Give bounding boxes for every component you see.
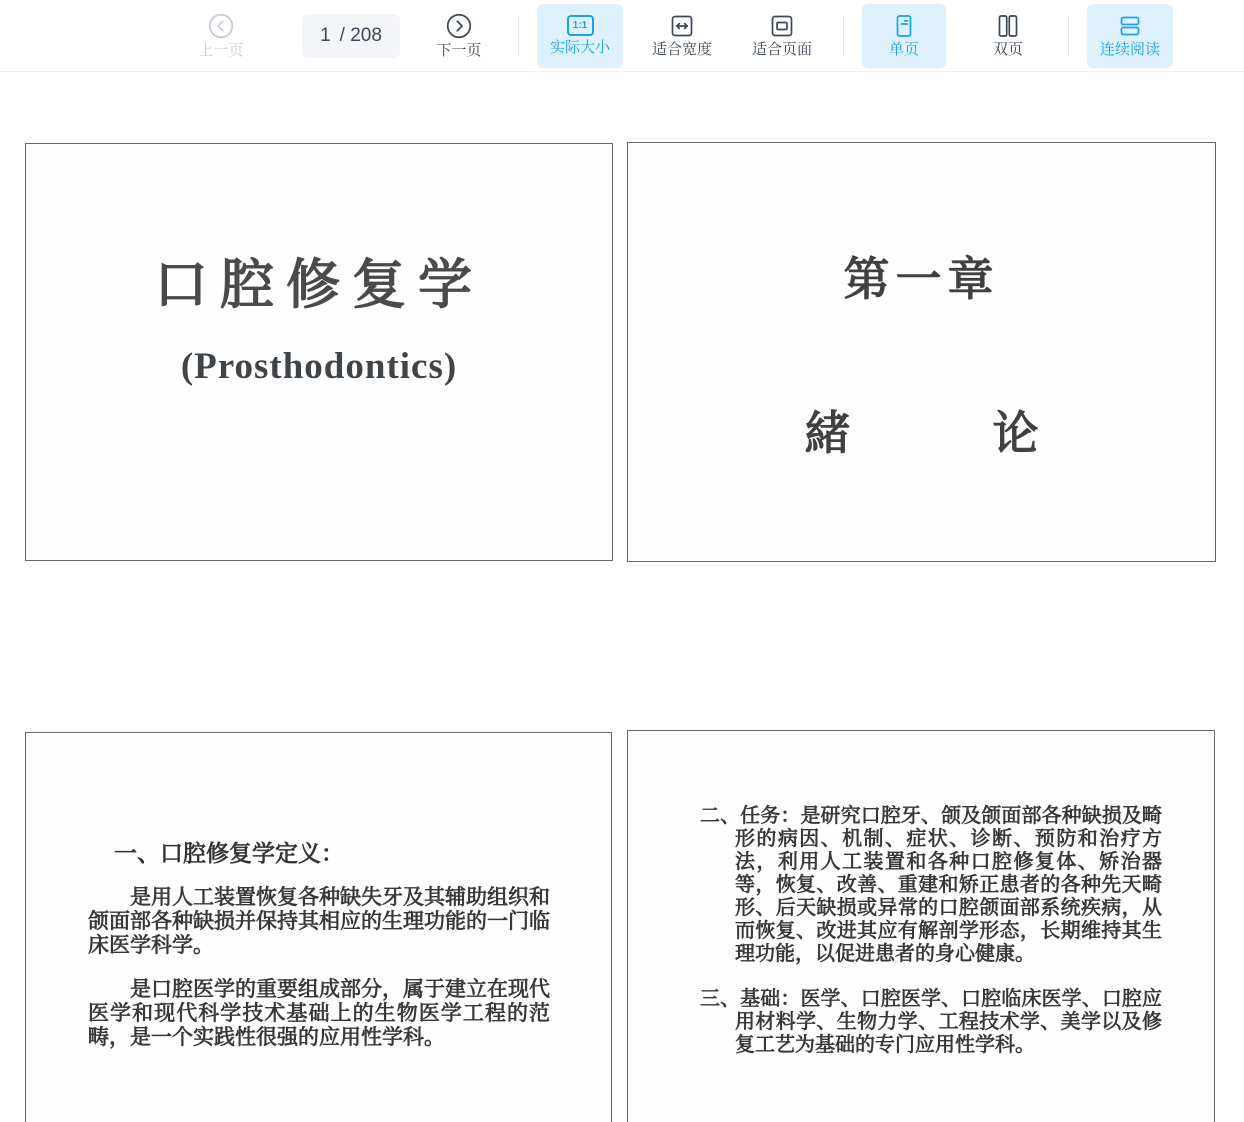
actual-size-icon: 1:1 xyxy=(567,15,594,36)
single-page-label: 单页 xyxy=(888,40,919,58)
tasks-basis-body xyxy=(700,805,1162,1057)
pdf-page-1[interactable] xyxy=(25,143,613,561)
definition-heading: 一、口腔修复学定义： xyxy=(114,840,344,866)
basis-item: 三、基础：医学、口腔医学、口腔临床医学、口腔应用材料学、生物力学、工程技术学、美学以及修复工艺为基础的专门应用性学科。 xyxy=(700,988,1162,1056)
fit-width-button[interactable] xyxy=(639,4,725,68)
definition-paragraph-1: 是用人工装置恢复各种缺失牙及其辅助组织和颌面部各种缺损并保持其相应的生理功能的一门临床医学科学。 xyxy=(88,886,550,957)
course-title: 口腔修复学 xyxy=(154,253,484,316)
fit-page-button[interactable] xyxy=(739,4,825,68)
viewer-toolbar xyxy=(0,0,1244,72)
toolbar-divider xyxy=(843,16,844,56)
toolbar-divider xyxy=(518,16,519,56)
double-page-icon xyxy=(996,14,1020,38)
previous-page-icon xyxy=(208,13,234,39)
next-page-icon xyxy=(446,13,472,39)
double-page-button[interactable] xyxy=(966,4,1050,68)
previous-page-label: 上一页 xyxy=(198,41,244,59)
total-pages-value: / 208 xyxy=(339,24,382,46)
fit-page-label: 适合页面 xyxy=(751,40,812,58)
single-page-icon xyxy=(892,14,916,38)
pdf-page-4[interactable] xyxy=(627,730,1215,1122)
previous-page-button[interactable] xyxy=(180,4,262,68)
course-title-english: (Prosthodontics) xyxy=(180,346,458,387)
fit-width-icon xyxy=(670,14,694,38)
tasks-item: 二、任务：是研究口腔牙、颌及颌面部各种缺损及畸形的病因、机制、症状、诊断、预防和治疗方法，利用人工装置和各种口腔修复体、矫治器等，恢复、改善、重建和矫正患者的各种先天畸形、后天缺损或异常的口腔颌面部系统疾病，从而恢复、改进其应有解剖学形态，长期维持其生理功能，以促进患者的身心健康。 xyxy=(700,805,1162,965)
intro-char-right: 论 xyxy=(992,408,1039,459)
page-number-input[interactable] xyxy=(302,14,400,58)
document-view[interactable] xyxy=(0,72,1244,1122)
actual-size-button[interactable] xyxy=(537,4,623,68)
chapter-heading: 第一章 xyxy=(843,254,1000,305)
definition-paragraph-2: 是口腔医学的重要组成部分，属于建立在现代医学和现代科学技术基础上的生物医学工程的范畴，是一个实践性很强的应用性学科。 xyxy=(88,978,550,1049)
double-page-label: 双页 xyxy=(992,40,1023,58)
next-page-button[interactable] xyxy=(418,4,500,68)
fit-page-icon xyxy=(770,14,794,38)
toolbar-divider xyxy=(1068,16,1069,56)
pdf-page-3[interactable] xyxy=(25,732,612,1122)
chapter-subheading xyxy=(628,397,1215,463)
next-page-label: 下一页 xyxy=(436,41,482,59)
continuous-reading-label: 连续阅读 xyxy=(1099,40,1160,58)
pdf-page-2[interactable] xyxy=(627,142,1216,562)
single-page-button[interactable] xyxy=(862,4,946,68)
current-page-value[interactable]: 1 xyxy=(320,24,331,46)
fit-width-label: 适合宽度 xyxy=(651,40,712,58)
actual-size-label: 实际大小 xyxy=(549,39,610,56)
intro-char-left: 緒 xyxy=(804,408,851,459)
continuous-reading-icon xyxy=(1118,14,1142,38)
continuous-reading-button[interactable] xyxy=(1087,4,1173,68)
